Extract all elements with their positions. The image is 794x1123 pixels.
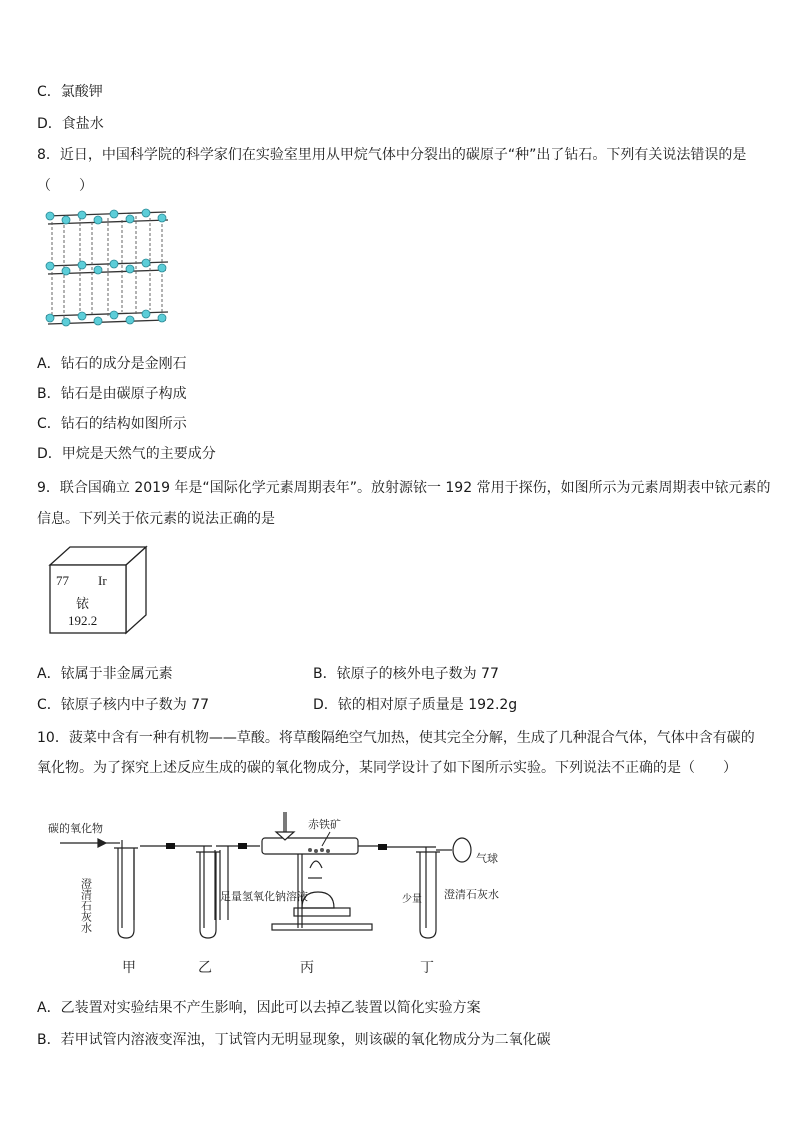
q8-option-b: B．钻石是由碳原子构成: [37, 386, 187, 402]
tube-jia-label: 澄清石灰水: [79, 878, 93, 933]
tube-ding-label-b: 澄清石灰水: [444, 888, 499, 901]
station-yi: 乙: [198, 960, 212, 976]
station-bing: 丙: [300, 960, 314, 976]
q7-option-d: D．食盐水: [37, 116, 104, 132]
station-ding: 丁: [420, 960, 434, 976]
q9-option-a: A．铱属于非金属元素: [37, 666, 173, 682]
element-card: [48, 545, 148, 635]
ore-label: 赤铁矿: [308, 818, 341, 831]
tube-yi-label: 足量氢氧化钠溶液: [220, 890, 308, 903]
diamond-structure-figure: [42, 208, 172, 332]
q9-stem-line2: 信息。下列关于依元素的说法正确的是: [37, 511, 275, 527]
inlet-arrow-icon: [60, 839, 106, 847]
test-tube-jia: [114, 840, 138, 938]
element-atomic-number: 77: [56, 573, 69, 588]
experiment-apparatus-diagram: [40, 810, 510, 985]
tube-ding-label-a: 少量: [402, 894, 422, 905]
q9-option-b: B．铱原子的核外电子数为 77: [313, 666, 499, 682]
q8-option-d: D．甲烷是天然气的主要成分: [37, 446, 216, 462]
inlet-label: 碳的氧化物: [48, 822, 103, 835]
element-name: 铱: [76, 597, 90, 612]
element-atomic-mass: 192.2: [68, 613, 98, 628]
q9-option-d: D．铱的相对原子质量是 192.2g: [313, 697, 518, 713]
q8-stem-line2: （ ）: [37, 178, 93, 194]
q10-option-b: B．若甲试管内溶液变浑浊，丁试管内无明显现象，则该碳的氧化物成分为二氧化碳: [37, 1032, 551, 1048]
q8-option-c: C．钻石的结构如图所示: [37, 416, 187, 432]
q10-option-a: A．乙装置对实验结果不产生影响，因此可以去掉乙装置以简化实验方案: [37, 1000, 481, 1016]
test-tube-yi: [196, 846, 220, 938]
station-jia: 甲: [122, 960, 136, 976]
balloon-label: 气球: [476, 852, 498, 865]
q9-option-c: C．铱原子核内中子数为 77: [37, 697, 210, 713]
q9-stem-line1: 9．联合国确立 2019 年是“国际化学元素周期表年”。放射源铱一 192 常用于探伤，如图所示为元素周期表中铱元素的: [37, 480, 771, 496]
q8-option-a: A．钻石的成分是金刚石: [37, 356, 187, 372]
q10-stem-line1: 10．菠菜中含有一种有机物——草酸。将草酸隔绝空气加热，使其完全分解，生成了几种混合气体，气体中含有碳的: [37, 730, 755, 746]
q10-stem-line2: 氧化物。为了探究上述反应生成的碳的氧化物成分，某同学设计了如下图所示实验。下列说法不正确的是（ ）: [37, 760, 737, 776]
q7-option-c: C．氯酸钾: [37, 84, 103, 100]
element-symbol: Ir: [98, 573, 107, 588]
q8-stem-line1: 8．近日，中国科学院的科学家们在实验室里用从甲烷气体中分裂出的碳原子“种”出了钻石。下列有关说法错误的是: [37, 147, 747, 163]
